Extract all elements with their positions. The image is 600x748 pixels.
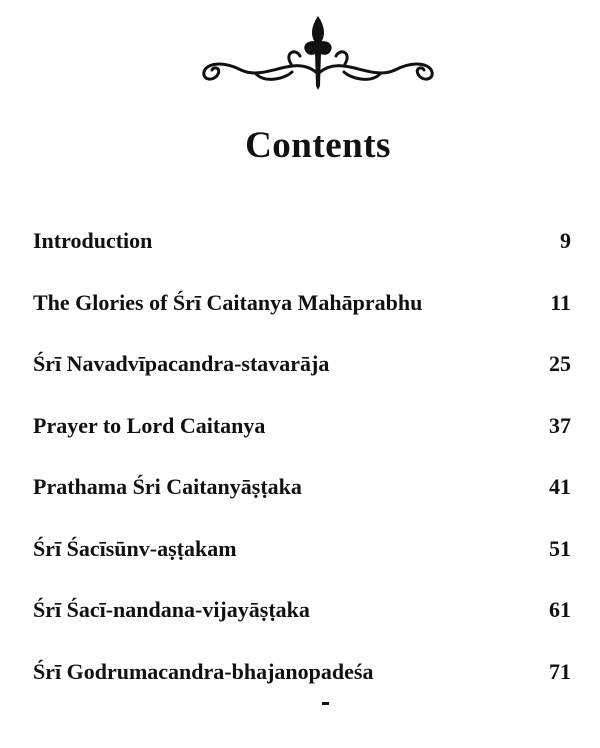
entry-title: The Glories of Śrī Caitanya Mahāprabhu [33, 289, 423, 315]
entry-page-number: 9 [560, 228, 571, 253]
toc-entry [33, 228, 571, 290]
entry-title: Prayer to Lord Caitanya [33, 412, 266, 438]
entry-title: Introduction [33, 228, 153, 253]
entry-title: Śrī Godrumacandra-bhajanopadeśa [33, 658, 374, 684]
entry-title: Śrī Śacī-nandana-vijayāṣṭaka [33, 597, 310, 622]
page-title: Contents [245, 125, 391, 166]
toc-entry [33, 290, 571, 352]
entry-page-number: 41 [549, 474, 571, 499]
ink-mark [322, 702, 329, 705]
entry-page-number: 51 [549, 535, 571, 561]
entry-title: Śrī Śacīsūnv-aṣṭakam [33, 535, 237, 561]
table-of-contents [33, 228, 571, 720]
toc-entry [33, 351, 571, 413]
toc-entry [33, 597, 571, 659]
entry-page-number: 37 [549, 412, 571, 438]
entry-title: Prathama Śri Caitanyāṣṭaka [33, 474, 302, 499]
toc-entry [33, 659, 571, 721]
entry-page-number: 11 [550, 289, 571, 315]
entry-title: Śrī Navadvīpacandra-stavarāja [33, 351, 330, 376]
decorative-scroll-ornament-icon [196, 12, 440, 92]
entry-page-number: 71 [549, 658, 571, 684]
entry-page-number: 25 [549, 351, 571, 376]
toc-entry [33, 474, 571, 536]
entry-page-number: 61 [549, 597, 571, 622]
toc-entry [33, 536, 571, 598]
toc-entry [33, 413, 571, 475]
